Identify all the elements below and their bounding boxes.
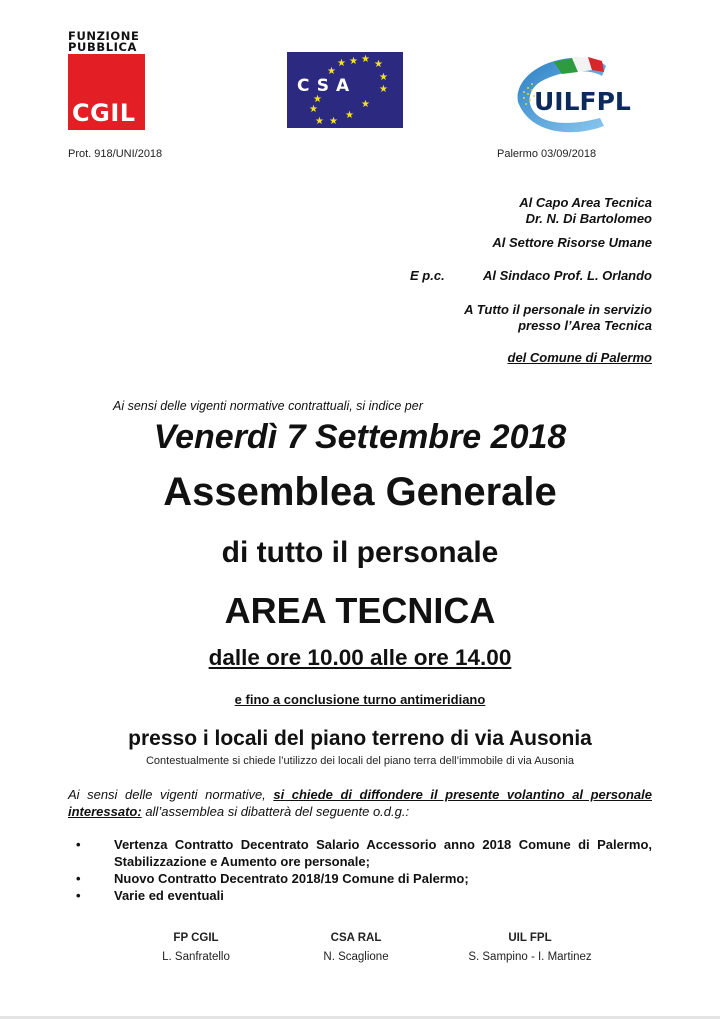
cgil-logo-box bbox=[68, 54, 145, 130]
assembly-subtitle: di tutto il personale bbox=[221, 536, 499, 569]
signature-org: UIL FPL bbox=[508, 932, 552, 944]
bullet-icon: • bbox=[76, 871, 81, 886]
cgil-logo-text-1: FUNZIONE bbox=[68, 29, 140, 43]
location-note: Contestualmente si chiede l’utilizzo dei locali del piano terra dell’immobile di via Ausonia bbox=[145, 755, 574, 767]
protocol-number: Prot. 918/UNI/2018 bbox=[68, 148, 163, 160]
svg-text:★: ★ bbox=[337, 58, 346, 69]
addressee-capo-area bbox=[519, 195, 652, 227]
place-date: Palermo 03/09/2018 bbox=[497, 148, 597, 160]
agenda-item-text: Varie ed eventuali bbox=[114, 888, 224, 903]
agenda-item bbox=[68, 836, 652, 870]
svg-text:★: ★ bbox=[309, 104, 318, 115]
agenda-item-text: Nuovo Contratto Decentrato 2018/19 Comune di Palermo; bbox=[114, 871, 469, 886]
cgil-logo bbox=[68, 31, 148, 130]
addressee-line-3: Al Settore Risorse Umane bbox=[492, 235, 652, 250]
assembly-date: Venerdì 7 Settembre 2018 bbox=[153, 418, 567, 456]
assembly-until: e fino a conclusione turno antimeridiano bbox=[234, 692, 486, 707]
svg-text:★: ★ bbox=[379, 84, 388, 95]
signature-csa-ral bbox=[276, 929, 436, 967]
svg-text:★: ★ bbox=[327, 66, 336, 77]
uil-ring-icon bbox=[510, 52, 638, 137]
csa-logo bbox=[287, 52, 403, 128]
signature-name: L. Sanfratello bbox=[162, 951, 230, 963]
svg-text:★: ★ bbox=[361, 99, 370, 110]
signature-name: N. Scaglione bbox=[323, 951, 389, 963]
body-paragraph bbox=[68, 786, 652, 820]
svg-text:★: ★ bbox=[315, 116, 324, 127]
addressee-line-5: A Tutto il personale in servizio bbox=[464, 302, 652, 317]
svg-text:★: ★ bbox=[379, 72, 388, 83]
para-start: Ai sensi delle vigenti normative, bbox=[68, 787, 274, 802]
para-bold: si chiede di diffondere il presente volantino al personale interessato: bbox=[68, 787, 652, 819]
signature-org: FP CGIL bbox=[173, 932, 219, 944]
svg-text:★: ★ bbox=[374, 59, 383, 70]
signature-org: CSA RAL bbox=[330, 932, 382, 944]
addressee-line-4: Al Sindaco Prof. L. Orlando bbox=[482, 268, 652, 283]
agenda-item bbox=[68, 887, 652, 904]
svg-text:★: ★ bbox=[329, 116, 338, 127]
cgil-logo-box-text: CGIL bbox=[72, 99, 136, 127]
addressee-line-6: presso l’Area Tecnica bbox=[518, 318, 652, 333]
svg-text:★: ★ bbox=[345, 110, 354, 121]
svg-text:★: ★ bbox=[361, 54, 370, 65]
addressee-line-7: del Comune di Palermo bbox=[507, 350, 652, 365]
addressee-line-1: Al Capo Area Tecnica bbox=[519, 195, 652, 210]
svg-text:★: ★ bbox=[313, 94, 322, 105]
agenda-list bbox=[68, 836, 652, 904]
addressee-tutto-personale bbox=[464, 302, 652, 334]
signature-uil-fpl bbox=[450, 929, 610, 967]
assembly-title: Assemblea Generale bbox=[163, 470, 557, 514]
uil-logo-text: UILFPL bbox=[534, 87, 631, 116]
para-end: all’assemblea si dibatterà del seguente o.d.g.: bbox=[141, 804, 410, 819]
addressee-line-2: Dr. N. Di Bartolomeo bbox=[525, 211, 652, 226]
agenda-item-text: Vertenza Contratto Decentrato Salario Accessorio anno 2018 Comune di Palermo, Stabilizzazione e Aumento ore personale; bbox=[114, 837, 652, 869]
assembly-department: AREA TECNICA bbox=[224, 590, 496, 631]
bullet-icon: • bbox=[76, 888, 81, 903]
svg-text:★: ★ bbox=[349, 56, 358, 67]
ep-label: E p.c. bbox=[410, 268, 445, 283]
announcement-intro: Ai sensi delle vigenti normative contrattuali, si indice per bbox=[113, 399, 423, 413]
bullet-icon: • bbox=[76, 837, 81, 852]
assembly-hours: dalle ore 10.00 alle ore 14.00 bbox=[208, 645, 512, 670]
csa-logo-text: CSA bbox=[297, 76, 357, 96]
signature-fp-cgil bbox=[116, 929, 276, 967]
assembly-location: presso i locali del piano terreno di via Ausonia bbox=[128, 727, 592, 750]
uilfpl-logo bbox=[510, 52, 638, 137]
agenda-item bbox=[68, 870, 652, 887]
cgil-logo-text-2: PUBBLICA bbox=[68, 40, 138, 54]
signature-name: S. Sampino - I. Martinez bbox=[468, 951, 592, 963]
